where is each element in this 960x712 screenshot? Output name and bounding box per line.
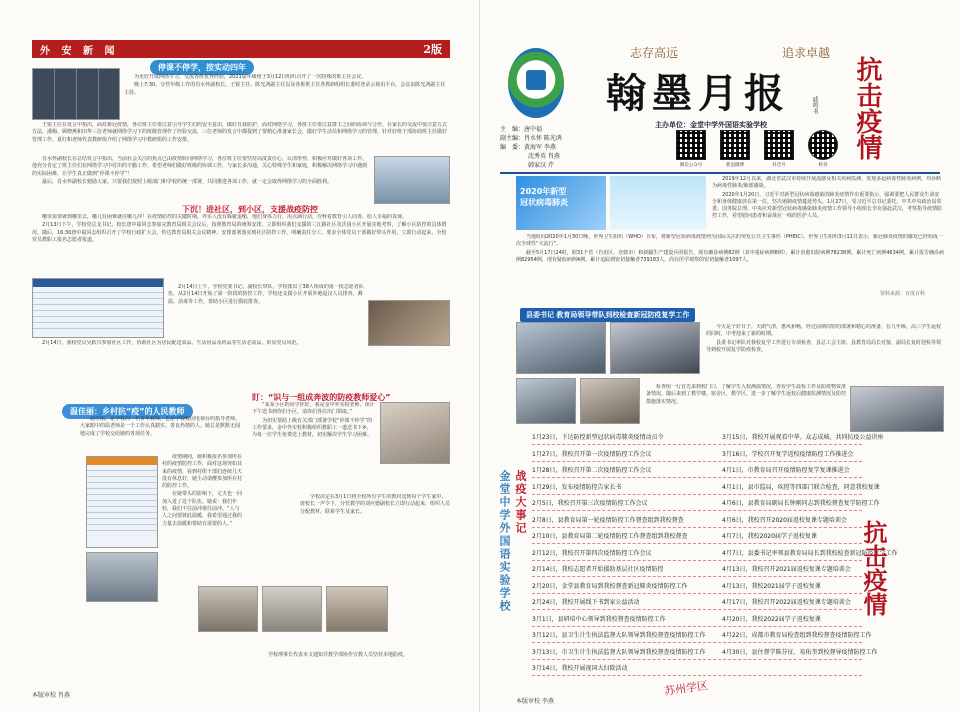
book-delivery-photo-2 (198, 586, 258, 632)
qr-label-2: 新浪微博 (726, 163, 744, 168)
timeline-divider (532, 494, 862, 495)
timeline-event-right: 4月6日，县教育局副局长钟刚同志到我校督查复学防控工作 (722, 500, 880, 507)
photo-caption: 学校理事长代表本文通知并教学部协作宣教人员坚持本地防疫。 (268, 652, 409, 658)
staff-chief-value: 肖水怀 陈光鸿 (524, 135, 562, 142)
slogans (630, 44, 830, 61)
timeline-event-left: 2月24日，我校开展线下书到家公益活动 (532, 599, 640, 606)
left-page-header (32, 40, 450, 58)
video-meeting-photo (32, 68, 120, 120)
timeline-divider (532, 560, 862, 561)
left-footer-reviewer: 本版审校 肖燕 (32, 692, 70, 699)
section3-article (80, 416, 244, 454)
title-signature: 戚鸣书 (811, 96, 818, 114)
timeline-event-left: 3月12日，县卫生计生执法监督大队领导到我校督查疫情防控工作 (532, 632, 706, 639)
staff-designers: 韩家汉 芹 (528, 162, 554, 169)
timeline-divider (532, 477, 862, 478)
timeline-event-left: 2月14日，我校志愿者开始援助基层社区疫情防控 (532, 566, 664, 573)
timeline-event-right: 4月22日，成都市教育局检查组到我校督查疫情防控工作 (722, 632, 872, 639)
section2-para-1: 哪里需要就到哪里去，哪儿有困难就往哪儿冲！在疫情防控的关键时期，外实人没有躲避退缩，他们身体力行，用点滴行动，诠释着教育引人向善、给人幸福的真谛。 (42, 214, 408, 220)
timeline-event-right: 4月1日，县市监局，疾控等四部门联合检查，同意我校复课 (722, 483, 880, 491)
vertical-title-blue: 金堂中学外国语实验学校 (498, 470, 511, 613)
news-para-1: 2019年12月以来，湖北省武汉市持续开展流感及相关疾病监测，发现多起病毒性肺炎病例，均诊断为病毒性肺炎/肺部感染。 (712, 176, 942, 190)
qr-code-journal (808, 130, 838, 160)
section4-article-bottom (300, 494, 450, 578)
staff-editors (500, 143, 590, 152)
timeline-divider (532, 659, 862, 660)
teacher-schedule-photo (86, 456, 158, 548)
banner-2020-text: 2020年新型冠状病毒肺炎 (520, 187, 568, 207)
section4-para-1: “某某小区的同学你好，我是金中外实校老师，预计下午送书到你们小区，请你们各位出门领取。” (252, 402, 375, 416)
timeline-event-left: 3月13日，市卫生计生执法监督大队领导到我校督查疫情防控工作 (532, 648, 706, 656)
inspection-photo-4 (580, 378, 640, 424)
timeline-event-right: 4月6日，我校召开2020届返校复课专题培训会 (722, 516, 847, 524)
section2-article-right (168, 284, 364, 340)
section2-article (32, 214, 450, 278)
qr-code-wechat (676, 130, 706, 160)
timeline-event-left: 2月10日，县教育局第二轮疫情防控工作督查组到我校督查 (532, 533, 688, 540)
timeline-event-right: 4月7日，我校2020届学子返校复课 (722, 533, 817, 540)
timeline-divider (532, 593, 862, 594)
qr-label-1: 微信公众号 (679, 163, 703, 168)
staff-editors-value: 黄海军 李燕 (524, 144, 556, 151)
section3-para-3: 在她带头的影响下，丈夫也一同加入进了这个队伍。她说：我们年轻，我们不往前冲谁往前冲。“人与人之间要彼此温暖，我希望通过我的力量去温暖和帮助有需要的人。” (162, 491, 243, 527)
section3-article-right (162, 454, 244, 564)
section3-title: 温佳丽：乡村抗“疫”的人民教师 (62, 404, 193, 419)
video-conference-photo (374, 156, 450, 204)
section4-article (252, 402, 376, 490)
inspection-section-title: 县委书记 教育局领导带队到校检查新冠防疫复学工作 (520, 308, 695, 322)
timeline-event-left: 2月12日，我校召开第四次疫情防控工作会议 (532, 549, 652, 557)
source-note: 资料来源：百度百科 (880, 291, 926, 297)
staff-chief (500, 134, 590, 143)
right-footer-reviewer: 本版审校 李燕 (516, 698, 554, 705)
community-volunteers-photo (368, 300, 450, 346)
timeline-event-left: 1月29日，发布疫情防控告家长书 (532, 483, 622, 491)
staff-chief-label: 副主编： (500, 135, 525, 142)
section2-title: 下沉！进社区，到小区，支援战疫防控 (182, 205, 318, 214)
timeline-divider (532, 576, 862, 577)
staff-box (500, 125, 590, 170)
qr-label-4: 校刊 (818, 163, 828, 168)
section3-para-2: 疫情期间，她积极报名参加所在村的疫情防控工作，面对这场突如其来的疫情，看到村组干部们连续几天没有休息好，她主动请缨参加所在村的防控工作。 (162, 454, 243, 490)
inspection-photo-3 (516, 378, 576, 424)
staff-reviewers: 沈秀英 肖燕 (528, 153, 560, 160)
school-logo (508, 48, 564, 118)
timeline-divider (532, 642, 862, 643)
timeline-event-right: 4月7日，县委书记率领县教育局局长到我校检查新冠防疫复学工作 (722, 549, 898, 557)
news-article-top (712, 176, 944, 232)
timeline-event-right: 4月30日，县住督学陈芬征、易佑奎到校督导疫情防控工作 (722, 648, 878, 656)
divider-top (500, 172, 940, 174)
timeline-divider (532, 444, 862, 445)
section1-para-4: 肖水怀副校长在总结发言中指出，当前社会关注的焦点已由疫情转向网络学习，各位班主任要坚持高度责任心，认清形势，积极应对做好各项工作。他充分肯定了班主任们在网络学习中付出的辛勤工作，希望老师们做好班级的协调工作，与家长多沟通，关心特殊学生和家庭，积极解决网络学习中遇到的实际困难，让学生真正做到“停课不停学”！ (32, 156, 368, 177)
section1-para-1: 为更好开展网络学习，交流各班优秀经验，2021届年级组于3月12日组织召开了一次特殊的班主任会议。 (134, 74, 367, 80)
timeline-divider (532, 543, 862, 544)
timeline-event-left: 2月20日，金堂县教育局到我校督查新冠肺炎疫情防控工作 (532, 582, 688, 590)
host-unit: 主办单位：金堂中学外国语实验学校 (655, 121, 767, 129)
vertical-school-title (496, 470, 512, 613)
section3-para-1: 温佳丽，是学校的一名青年教师，也是学校校园电视台的指导老师。大家眼中的温老师是一个工作认真踏实、善良热情的人。她总是默默无闻地完成了学校交给她的各项任务。 (80, 416, 241, 437)
qr-code-douyin (764, 130, 794, 160)
timeline-divider (532, 675, 862, 676)
timeline-event-left: 1月27日，我校召开第一次疫情防控工作会议 (532, 450, 652, 458)
staff-editors-label: 编 委： (500, 144, 525, 151)
inspection-para-3: 检查组一行首先来到校门口，了解学生入校测温情况，查看学生晨检工作及防疫物资准备情况。随后来到了教学楼、宿舍区、教学区，进一步了解学生返校后健康监测情况及防控措施落实情况。 (646, 384, 846, 405)
section1-para-3: 王锐主任在发言中指出，面对新冠疫情，各位班主任要注意引导学生们的安全意识，做好自我防护，面对网络学习，各班主任要注意群主之间的协调与合作，在家长的交流中要注意方式方法。潘梅、顾晓燕和田华三位老师就网络学习下的班级管理作了经验交流，三位老师的发言中都提到了要精心准备家长会，做好学生动员和网络学习的管理，针对好班干部协助班主任做好管理工作。夏红和老师代表教研组介绍了网络学习中教研组的工作安排。 (32, 122, 448, 143)
volunteer-car-photo (86, 552, 158, 602)
inspection-article-bottom (646, 384, 846, 428)
timeline-event-left: 1月23日，下达防控新型冠状病毒肺炎疫情动员令 (532, 434, 664, 441)
medical-staff-illustration (610, 176, 706, 230)
timeline-event-right: 4月20日，我校2022届学子返校复课 (722, 615, 821, 623)
slogan-left: 志存高远 (630, 46, 679, 60)
book-delivery-photo-1 (380, 402, 450, 464)
inspection-photo-1 (516, 322, 606, 374)
inspection-article (706, 324, 944, 384)
book-delivery-photo-3 (262, 586, 322, 632)
timeline-event-right: 3月15日，我校开展观看中华、众志成城、共同抗疫公益讲座 (722, 434, 884, 441)
calligraphy-bottom: 抗击疫情 (859, 520, 888, 616)
timeline-event-left: 2月8日，县教育局第一轮疫情防控工作督查组到我校督查 (532, 516, 684, 524)
timeline-divider (532, 461, 862, 462)
section4-para-2: 为切实帮助上级有关部门部署学校“停课不停学”的工作要求，金中外实校积极组织教职工一道送书下乡，为每一位学生免费送上教材，切实解决学生学习困难。 (252, 417, 373, 439)
inspection-para-1: 今天是个好日子，天朗气清，惠风和畅，经过前期周密的部署和精心的准备，在九年级、高三学生返校的同时，中考迎来了新的时期。 (706, 324, 942, 338)
section1-article-bottom (32, 156, 368, 202)
staff-supervisor (500, 125, 590, 134)
stamp-text: 苏州学区 (663, 678, 709, 698)
section2-para-2: 2月13日下午，学校党总支书记、校长唐中福同志参加完教育局相关会议后，按照教育局的统筹安排，立即组织我们支援的三江路社区及沃园小区开展实地考察，了解小区防控的具体情况。随后，16:30唐中福同志组织召开了学校行政扩大会，传达教育局相关会议精神，安排部署落实到社区防控工作，明确责任分工，要求全体党员干部做好带头作用，立即行动起来，全校党员教职工报名志愿者报道。 (32, 222, 447, 243)
timeline-event-right: 4月13日，我校2021届学子返校复课 (722, 582, 821, 590)
slogan-right: 追求卓越 (781, 46, 830, 60)
section1-title: 停课不停学，按实动四年 (150, 60, 254, 75)
edition-label: 2版 (423, 43, 442, 56)
news-para-2: 2020年1月20日，习近平对新型冠状病毒感染的肺炎疫情作出重要指示，强调要把人民群众生命安全和身体健康放在第一位，坚决遏制疫情蔓延势头。1月27日，受习近平总书记委托，中共中央政治局常委、国务院总理、中央应对新型冠状病毒感染肺炎疫情工作领导小组组长李克强赴武汉，考察指导疫情防控工作，看望慰问患者和奋战在一线的医护人员。 (712, 191, 943, 220)
timeline-divider (532, 510, 862, 511)
timeline-divider (532, 626, 862, 627)
newspaper-name: 外 安 新 闻 (40, 45, 119, 57)
timeline-event-left: 3月1日，县研培中心领导到我校督查疫情防控工作 (532, 615, 666, 623)
inspection-photo-2 (610, 322, 700, 374)
qr-label-3: 抖音号 (772, 163, 786, 168)
section1-para-2: 晚上7:30，分管年级工作的肖水怀副校长、王锐主任、陈光鸿副主任以及各班班主任各教研组组长准时登录云视讯平台，会议由陈光鸿副主任主持。 (124, 82, 446, 96)
section1-para-5: 最后，肖水怀副校长勉励大家，只要我们按照上级部门和学校的统一部署，共同推进各项工作，就一定会取得网络学习的全面胜利。 (42, 178, 333, 185)
news-article-bottom (516, 234, 944, 286)
section2-article-bottom (32, 340, 364, 380)
section1-article-top (124, 74, 450, 120)
timeline-event-right: 4月13日，我校召开2021届返校复课专题培训会 (722, 566, 851, 573)
timeline-divider (532, 527, 862, 528)
volunteer-list-photo (32, 278, 164, 338)
events-timeline (532, 432, 898, 680)
banner-2020 (516, 176, 606, 230)
timeline-event-left: 3月14日，我校开展视国大扫除活动 (532, 665, 628, 672)
timeline-event-left: 2月5日，我校召开第三次疫情防控工作会议 (532, 500, 648, 507)
book-delivery-photo-4 (326, 586, 388, 632)
section4-title: 盯：“识与一组成奔波的防疫教师爱心” (252, 393, 391, 402)
qr-code-weibo (720, 130, 750, 160)
section2-para-3: 2月14日上午，学校党委书记、副校长带队，学校派出了38人组成的第一批志愿者队伍，从2月14日开始了第一阶段的防控工作。学校还支援小区开展外地返汉人员排查、测温、消毒等工作，帮助小区进行摸底排查。 (168, 284, 364, 305)
section2-para-4: 2月14日，我校党员吴跃兴参加社区工作，协助社区为居民配送菜品、生活用品及药品等生活必需品，彰显党员风范。 (42, 340, 302, 346)
newspaper-title: 翰墨月报 (606, 70, 790, 117)
timeline-event-right: 4月17日，我校召开2022届返校复课专题培训会 (722, 599, 851, 606)
staff-supervisor-value: 唐中福 (524, 126, 543, 133)
news-para-4: 截至5月17日24时，据31个省（自治区、直辖市）和新疆生产建设兵团报告，现有确诊病例82例（其中重症病例8例），累计治愈出院病例78238例，累计死亡病例4634例，累计报告确诊病例82954例，现有疑似病例4例。累计追踪到密切接触者739183人，尚在医学观察的密切接触者1097人。 (516, 249, 944, 263)
inspection-para-2: 县委书记率队对我校复学工作进行专项检查，县总工会主席、县教育局局长对接，副局长复时迎检等领导到校开展复学防疫检查。 (706, 339, 942, 353)
timeline-event-right: 4月1日，市教育局召开疫情防控复学复课推进会 (722, 467, 850, 474)
timeline-event-right: 3月16日，学校召开复学返校疫情防控工作推进会 (722, 450, 854, 458)
right-page (480, 0, 960, 712)
timeline-divider (532, 609, 862, 610)
news-para-3: 当地时间2020年1月30日晚，世界卫生组织（WHO）宣布，将新型冠状病毒疫情列为国际关注的突发公共卫生事件（PHEIC）。世界卫生组织3月11日表示，新冠肺炎疫情的爆发已经构成一次全球性“大流行”。 (516, 234, 943, 248)
section4-para-3: 学校决定在3月1日将全校所有学生的教材送到每个学生家中。唐校长一声令下，分管教学的刘应德副校长立即行动起来，组织人员分配教材，联系学生及家长。 (300, 494, 450, 515)
staff-supervisor-label: 主 编： (500, 126, 525, 133)
vertical-title-red: 战疫大事记 (514, 470, 527, 535)
timeline-event-left: 1月28日，我校召开第二次疫情防控工作会议 (532, 467, 652, 474)
calligraphy-top: 抗击疫情 (852, 56, 882, 160)
inspection-photo-5 (850, 386, 944, 432)
